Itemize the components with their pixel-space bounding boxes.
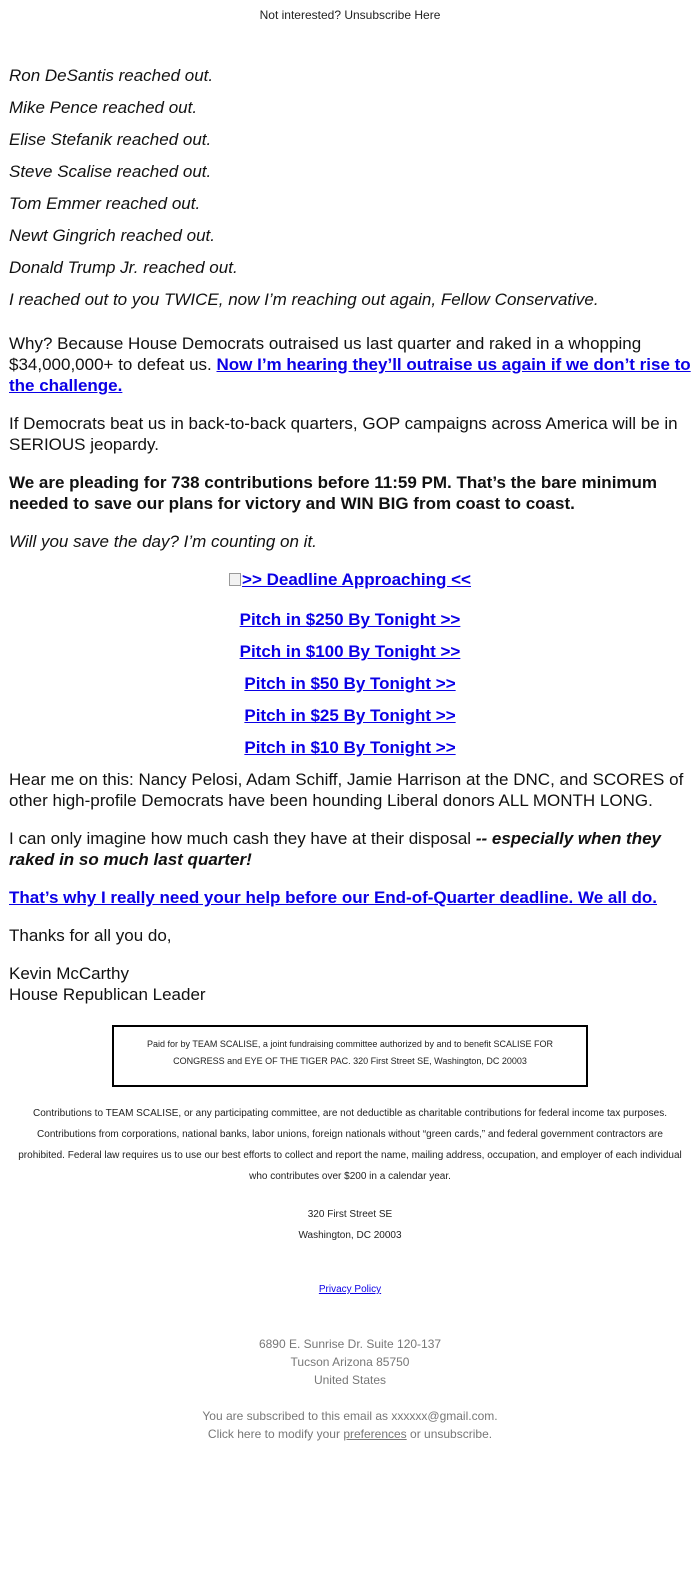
- reached-out-line: Elise Stefanik reached out.: [9, 130, 212, 149]
- subscribed-line: You are subscribed to this email as xxxxxx@gmail.com.: [202, 1409, 498, 1423]
- paid-for-box: Paid for by TEAM SCALISE, a joint fundraising committee authorized by and to benefit SCALISE FOR CONGRESS and EYE OF THE TIGER PAC. 320 First Street SE, Washington, DC 20003: [112, 1025, 588, 1087]
- reached-out-line: Donald Trump Jr. reached out.: [9, 258, 238, 277]
- sender-line: Tucson Arizona 85750: [290, 1355, 410, 1369]
- unsubscribe-link[interactable]: Not interested? Unsubscribe Here: [259, 8, 441, 22]
- jeopardy-paragraph: If Democrats beat us in back-to-back quarters, GOP campaigns across America will be in SERIOUS jeopardy.: [9, 414, 678, 454]
- reached-out-line: Ron DeSantis reached out.: [9, 66, 214, 85]
- reached-out-line: I reached out to you TWICE, now I’m reaching out again, Fellow Conservative.: [9, 290, 599, 309]
- pitch-100-link[interactable]: Pitch in $100 By Tonight >>: [239, 642, 461, 661]
- preferences-link[interactable]: preferences: [343, 1427, 407, 1441]
- privacy-policy-link[interactable]: Privacy Policy: [318, 1284, 382, 1295]
- thanks-paragraph: Thanks for all you do,: [9, 926, 172, 945]
- hear-me-paragraph: Hear me on this: Nancy Pelosi, Adam Schiff, Jamie Harrison at the DNC, and SCORES of other high-profile Democrats have been hounding Liberal donors ALL MONTH LONG.: [9, 770, 684, 810]
- sender-line: 6890 E. Sunrise Dr. Suite 120-137: [258, 1337, 442, 1351]
- address-line: Washington, DC 20003: [298, 1230, 402, 1241]
- reached-out-line: Tom Emmer reached out.: [9, 194, 201, 213]
- pitch-50-link[interactable]: Pitch in $50 By Tonight >>: [244, 674, 456, 693]
- reached-out-list: [9, 65, 691, 321]
- address-line: 320 First Street SE: [307, 1209, 393, 1220]
- modify-suffix: or unsubscribe.: [410, 1427, 493, 1441]
- save-day-paragraph: Will you save the day? I’m counting on it.: [9, 532, 317, 551]
- deadline-banner[interactable]: [9, 569, 691, 593]
- help-paragraph: [9, 887, 691, 908]
- signer-title: House Republican Leader: [9, 985, 206, 1004]
- pitch-10-link[interactable]: Pitch in $10 By Tonight >>: [244, 738, 456, 757]
- sender-line: United States: [313, 1373, 387, 1387]
- committee-address: [0, 1204, 700, 1246]
- pitch-250-link[interactable]: Pitch in $250 By Tonight >>: [239, 610, 461, 629]
- imagine-text: I can only imagine how much cash they have at their disposal: [9, 829, 472, 848]
- imagine-paragraph: [9, 828, 691, 870]
- broken-image-icon: [229, 573, 241, 586]
- modify-line: [0, 1425, 700, 1443]
- reached-out-line: Steve Scalise reached out.: [9, 162, 212, 181]
- modify-prefix: Click here to modify your: [207, 1427, 340, 1441]
- reached-out-line: Newt Gingrich reached out.: [9, 226, 215, 245]
- signature: [9, 963, 691, 1005]
- privacy-policy-row: [0, 1284, 700, 1295]
- why-text: Why? Because House Democrats outraised us last quarter and raked in a whopping $34,000,000+ to defeat us.: [9, 334, 642, 374]
- pleading-paragraph: We are pleading for 738 contributions before 11:59 PM. That’s the bare minimum needed to save our plans for victory and WIN BIG from coast to coast.: [9, 473, 658, 513]
- email-body: [0, 28, 700, 1005]
- deadline-link[interactable]: >> Deadline Approaching <<: [242, 570, 471, 589]
- reached-out-line: Mike Pence reached out.: [9, 98, 198, 117]
- subscription-info: [0, 1407, 700, 1443]
- pitch-25-link[interactable]: Pitch in $25 By Tonight >>: [244, 706, 456, 725]
- pitch-link-list: [9, 609, 691, 769]
- imagine-emphasis: -- especially when they raked in so much last quarter!: [9, 829, 662, 869]
- legal-disclaimer: Contributions to TEAM SCALISE, or any participating committee, are not deductible as charitable contributions for federal income tax purposes. Contributions from corporations, national banks, labor unions, foreign nationals without “green cards,” and federal government contractors are prohibited. Federal law requires us to use our best efforts to collect and report the name, mailing address, occupation, and employer of each individual who contributes over $200 in a calendar year.: [18, 1108, 682, 1182]
- sender-address: [0, 1335, 700, 1389]
- outraise-link[interactable]: Now I’m hearing they’ll outraise us again if we don’t rise to the challenge.: [9, 355, 691, 395]
- unsubscribe-header: [0, 0, 700, 28]
- signer-name: Kevin McCarthy: [9, 964, 129, 983]
- help-link[interactable]: That’s why I really need your help before our End-of-Quarter deadline. We all do.: [9, 888, 658, 907]
- why-paragraph: [9, 333, 691, 396]
